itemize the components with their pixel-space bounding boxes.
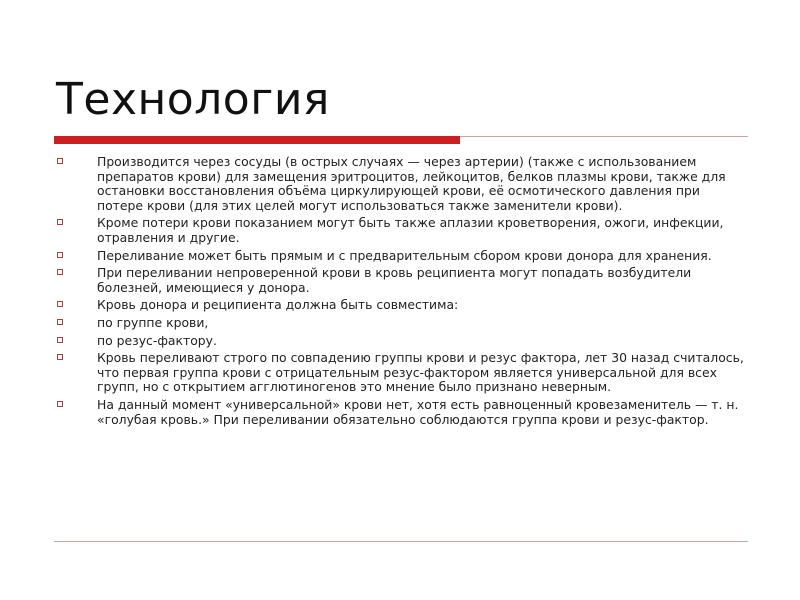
list-item (54, 216, 744, 245)
square-bullet-icon (57, 158, 63, 164)
list-item (54, 334, 744, 349)
bullet-text: Кровь переливают строго по совпадению группы крови и резус фактора, лет 30 назад считалось, что первая группа крови с отрицательным резус-фактором является универсальной для всех групп, но с открытием агглютиногенов это мнение было признано неверным. (97, 350, 744, 395)
list-item (54, 398, 744, 427)
bullet-text: При переливании непроверенной крови в кровь реципиента могут попадать возбудители болезней, имеющиеся у донора. (97, 265, 692, 295)
bullet-text: Кроме потери крови показанием могут быть также аплазии кроветворения, ожоги, инфекции, отравления и другие. (97, 215, 724, 245)
square-bullet-icon (57, 301, 63, 307)
footer-rule (54, 541, 748, 542)
bullet-text: Переливание может быть прямым и с предварительным сбором крови донора для хранения. (97, 247, 712, 263)
bullet-text: На данный момент «универсальной» крови нет, хотя есть равноценный кровезаменитель — т. н. «голубая кровь.» При переливании обязательно соблюдаются группа крови и резус-фактор. (97, 396, 739, 427)
title-accent-bar (54, 136, 460, 144)
slide-title: Технология (56, 74, 330, 125)
square-bullet-icon (57, 219, 63, 225)
list-item (54, 155, 744, 213)
list-item (54, 266, 744, 295)
bullet-text: Производится через сосуды (в острых случаях — через артерии) (также с использованием препаратов крови) для замещения эритроцитов, лейкоцитов, белков плазмы крови, также для остановки восстановления объёма циркулирующей крови, её осмотического давления при потере крови (для этих целей могут использоваться также заменители крови). (97, 154, 726, 213)
list-item (54, 249, 744, 264)
square-bullet-icon (57, 269, 63, 275)
list-item (54, 351, 744, 395)
bullet-list (54, 155, 744, 430)
square-bullet-icon (57, 354, 63, 360)
bullet-text: Кровь донора и реципиента должна быть совместима: (97, 297, 459, 313)
bullet-text: по группе крови, (97, 314, 209, 330)
square-bullet-icon (57, 252, 63, 258)
bullet-text: по резус-фактору. (97, 332, 217, 348)
square-bullet-icon (57, 319, 63, 325)
square-bullet-icon (57, 401, 63, 407)
list-item (54, 298, 744, 313)
list-item (54, 316, 744, 331)
square-bullet-icon (57, 337, 63, 343)
